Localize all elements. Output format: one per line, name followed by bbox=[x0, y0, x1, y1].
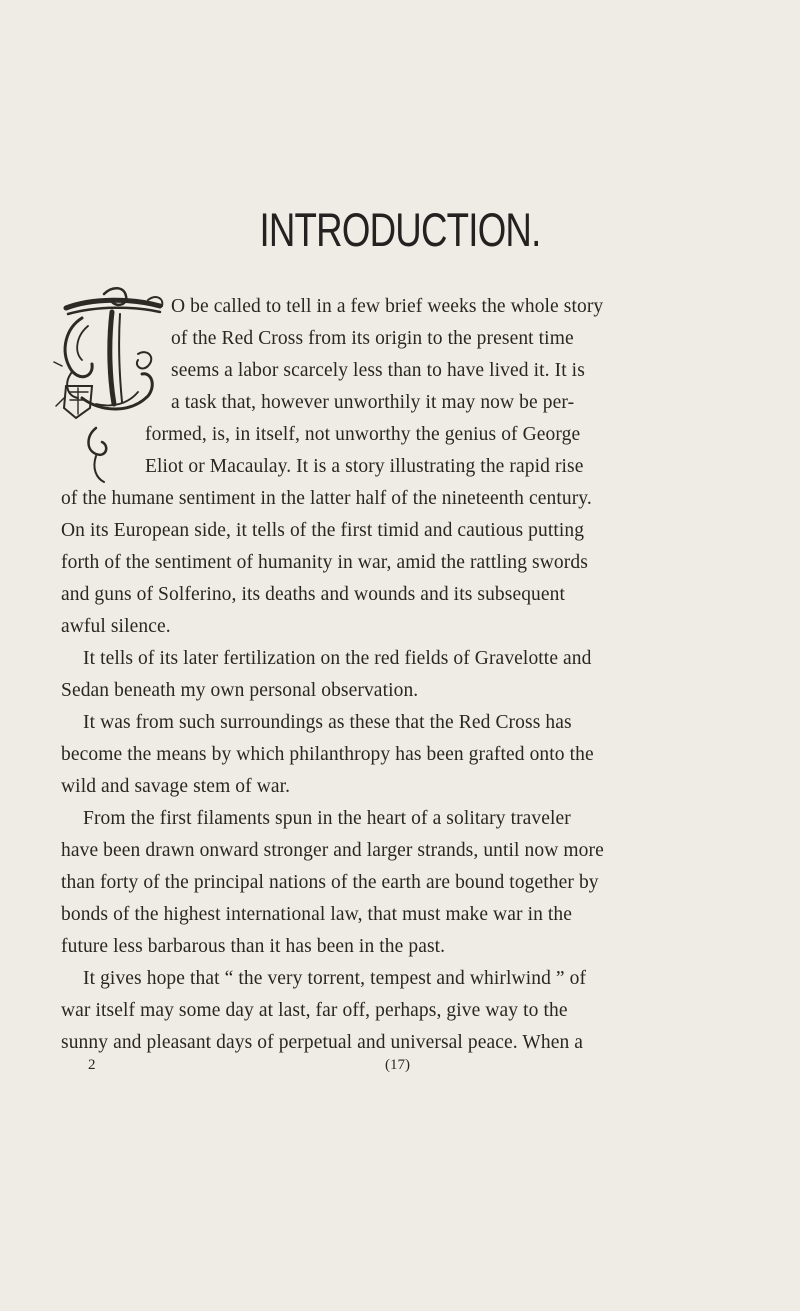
text-line: awful silence. bbox=[61, 616, 171, 637]
text-line: of the Red Cross from its origin to the present time bbox=[171, 328, 574, 349]
text-line: of the humane sentiment in the latter half of the nineteenth century. bbox=[61, 488, 592, 509]
text-line: wild and savage stem of war. bbox=[61, 776, 291, 797]
text-line: It was from such surroundings as these that the Red Cross has bbox=[83, 712, 572, 733]
text-line: Eliot or Macaulay. It is a story illustrating the rapid rise bbox=[145, 456, 584, 477]
text-line: than forty of the principal nations of the earth are bound together by bbox=[61, 872, 599, 893]
text-line: From the first filaments spun in the heart of a solitary traveler bbox=[83, 808, 571, 829]
page-number: (17) bbox=[385, 1057, 410, 1073]
text-line: a task that, however unworthily it may now be per- bbox=[171, 392, 575, 413]
text-line: bonds of the highest international law, that must make war in the bbox=[61, 904, 573, 925]
text-line: seems a labor scarcely less than to have lived it. It is bbox=[171, 360, 585, 381]
text-line: O be called to tell in a few brief weeks the whole story bbox=[171, 296, 604, 317]
text-line: On its European side, it tells of the first timid and cautious putting bbox=[61, 520, 585, 541]
signature-mark: 2 bbox=[88, 1057, 96, 1073]
text-line: It tells of its later fertilization on the red fields of Gravelotte and bbox=[83, 648, 592, 669]
chapter-heading: INTRODUCTION. bbox=[259, 203, 541, 256]
text-line: Sedan beneath my own personal observation. bbox=[61, 680, 419, 701]
text-line: war itself may some day at last, far off, perhaps, give way to the bbox=[61, 1000, 568, 1021]
text-line: formed, is, in itself, not unworthy the genius of George bbox=[145, 424, 581, 445]
text-line: sunny and pleasant days of perpetual and universal peace. When a bbox=[61, 1032, 584, 1053]
text-line: forth of the sentiment of humanity in war, amid the rattling swords bbox=[61, 552, 588, 573]
text-line: It gives hope that “ the very torrent, tempest and whirlwind ” of bbox=[83, 968, 587, 989]
text-line: future less barbarous than it has been in the past. bbox=[61, 936, 446, 957]
text-line: and guns of Solferino, its deaths and wounds and its subsequent bbox=[61, 584, 566, 605]
text-line: become the means by which philanthropy has been grafted onto the bbox=[61, 744, 594, 765]
text-line: have been drawn onward stronger and larger strands, until now more bbox=[61, 840, 604, 861]
